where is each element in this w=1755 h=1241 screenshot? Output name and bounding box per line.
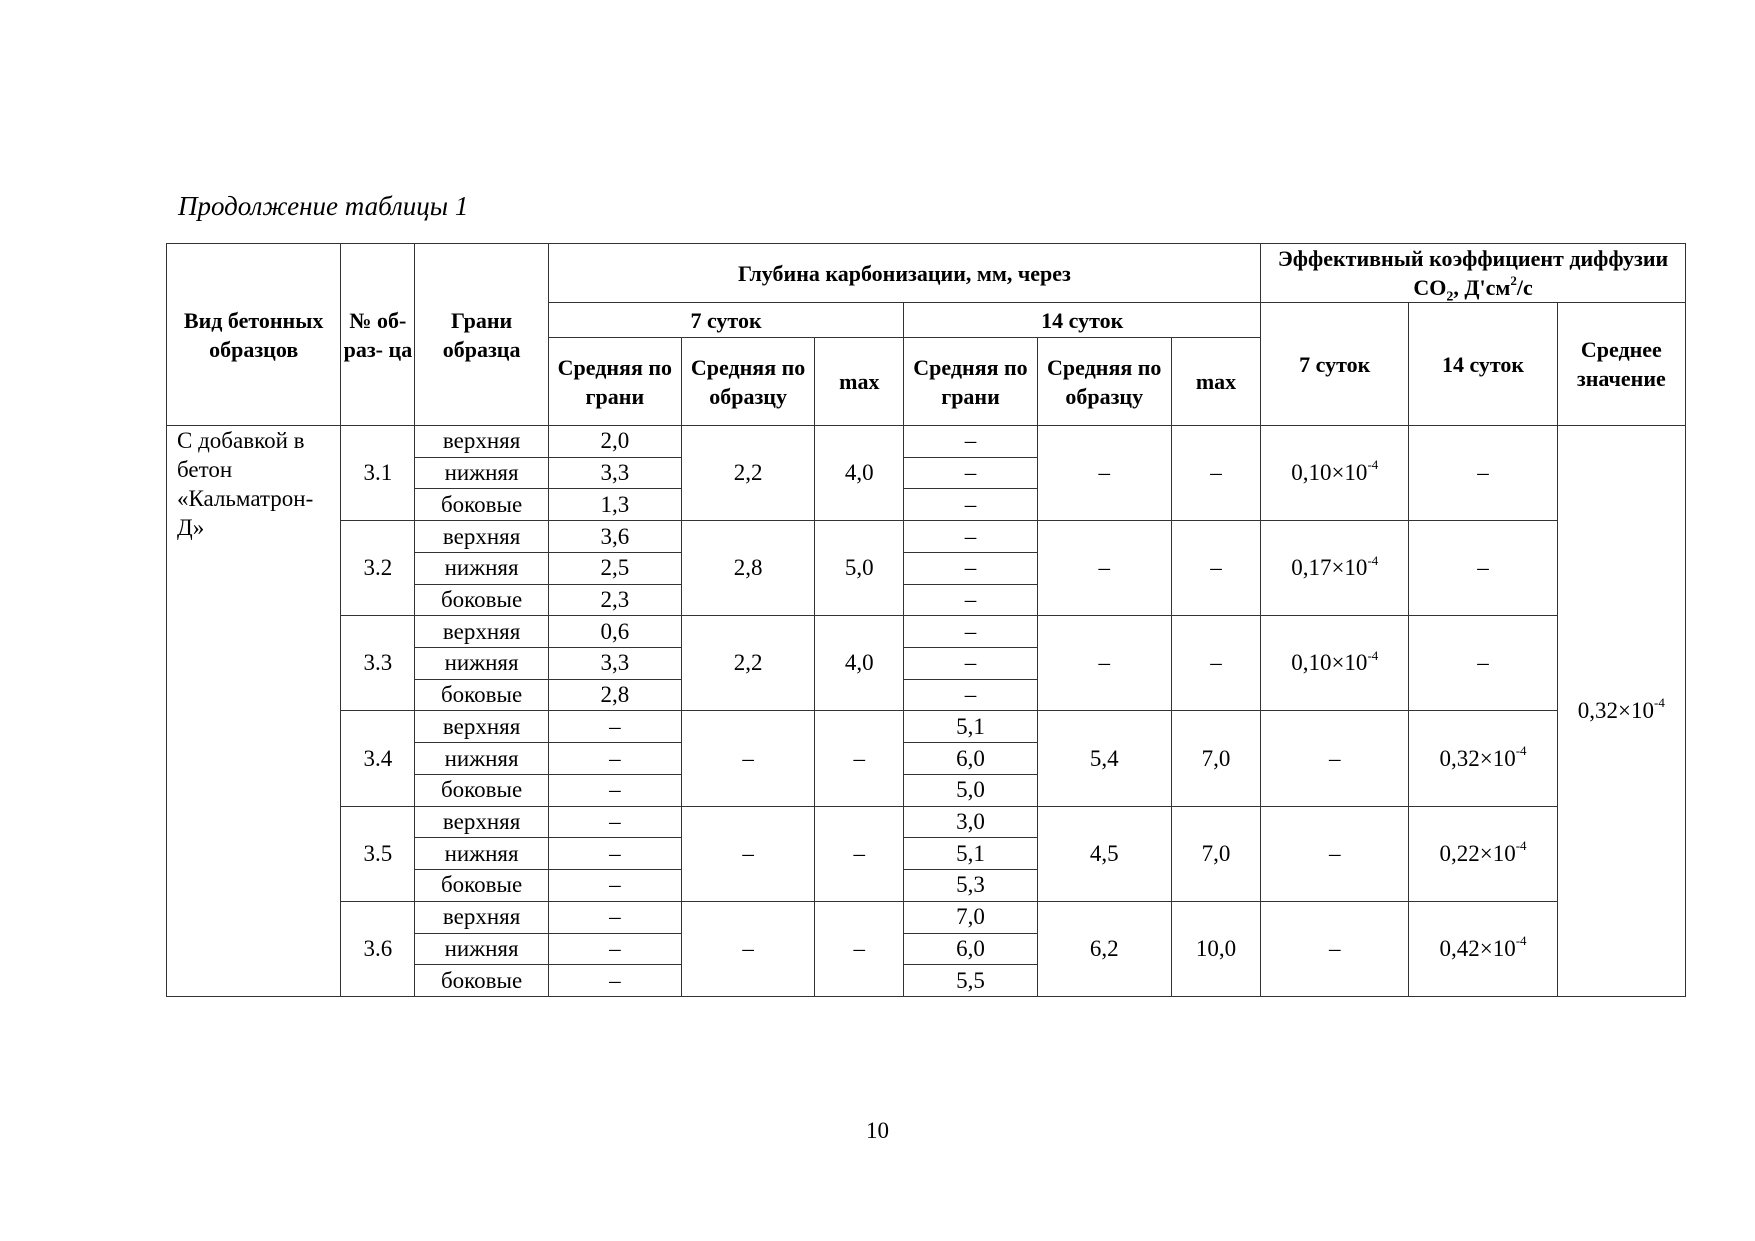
avg-face-14-value: – <box>904 616 1037 648</box>
face-name: нижняя <box>415 838 548 870</box>
coef-14-value-base: 0,42×10 <box>1439 935 1516 961</box>
face-name: нижняя <box>415 648 548 680</box>
table-row <box>167 521 1686 553</box>
carbonation-table <box>166 243 1686 997</box>
coef-14-value <box>1409 616 1557 711</box>
avg-face-7-value: 2,3 <box>548 584 681 616</box>
sample-number: 3.4 <box>341 711 415 806</box>
avg-sample-14-value: 5,4 <box>1037 711 1171 806</box>
coef-14-value <box>1409 711 1557 806</box>
table-row <box>167 901 1686 933</box>
header-avg-face-14: Средняя по грани <box>904 338 1037 426</box>
coef-7-value <box>1261 711 1409 806</box>
coef-14-value-base: – <box>1477 555 1489 581</box>
avg-sample-14-value: 4,5 <box>1037 806 1171 901</box>
table-row <box>167 711 1686 743</box>
max-7-value: 4,0 <box>815 616 904 711</box>
header-7-days: 7 суток <box>548 303 904 338</box>
coef-average-value-base: 0,32×10 <box>1577 698 1655 723</box>
face-name: боковые <box>415 584 548 616</box>
header-coef-average: Среднее значение <box>1557 303 1685 426</box>
coef-7-value <box>1261 426 1409 521</box>
face-name: боковые <box>415 679 548 711</box>
face-name: боковые <box>415 870 548 902</box>
coef-7-value-base: 0,10×10 <box>1291 460 1368 486</box>
face-name: нижняя <box>415 552 548 584</box>
avg-face-14-value: 6,0 <box>904 743 1037 775</box>
max-14-value: – <box>1171 521 1260 616</box>
avg-face-14-value: – <box>904 552 1037 584</box>
max-14-value: 7,0 <box>1171 806 1260 901</box>
face-name: нижняя <box>415 933 548 965</box>
face-name: верхняя <box>415 521 548 553</box>
max-7-value: 4,0 <box>815 426 904 521</box>
coef-7-value <box>1261 521 1409 616</box>
sample-number: 3.6 <box>341 901 415 996</box>
avg-face-14-value: – <box>904 489 1037 521</box>
max-14-value: – <box>1171 426 1260 521</box>
header-coef-7-days: 7 суток <box>1261 303 1409 426</box>
avg-face-7-value: – <box>548 838 681 870</box>
coef-14-value-base: 0,32×10 <box>1439 745 1516 771</box>
avg-face-14-value: 5,3 <box>904 870 1037 902</box>
avg-face-14-value: – <box>904 521 1037 553</box>
coef-7-value <box>1261 616 1409 711</box>
sample-number: 3.5 <box>341 806 415 901</box>
coef-14-value <box>1409 901 1557 996</box>
coef-average-value-exponent: -4 <box>1654 695 1665 711</box>
avg-face-14-value: 5,1 <box>904 711 1037 743</box>
avg-face-7-value: 3,6 <box>548 521 681 553</box>
max-7-value: – <box>815 806 904 901</box>
coef-7-value-exponent: -4 <box>1367 552 1379 568</box>
avg-face-14-value: – <box>904 648 1037 680</box>
avg-face-7-value: 2,8 <box>548 679 681 711</box>
face-name: верхняя <box>415 806 548 838</box>
max-7-value: – <box>815 901 904 996</box>
face-name: верхняя <box>415 616 548 648</box>
avg-face-14-value: 7,0 <box>904 901 1037 933</box>
header-sample-number: № об- раз- ца <box>341 244 415 426</box>
coef-header-prefix: Эффективный коэффициент диффузии CO <box>1277 246 1669 300</box>
page-number: 10 <box>866 1118 889 1143</box>
coef-7-value-base: – <box>1329 935 1341 961</box>
header-coefficient-group <box>1261 244 1686 303</box>
face-name: верхняя <box>415 711 548 743</box>
avg-sample-7-value: 2,8 <box>681 521 814 616</box>
avg-face-14-value: 6,0 <box>904 933 1037 965</box>
table-body <box>167 426 1686 997</box>
avg-face-7-value: – <box>548 901 681 933</box>
avg-face-14-value: – <box>904 457 1037 489</box>
avg-face-14-value: – <box>904 584 1037 616</box>
coef-7-value-base: – <box>1329 840 1341 866</box>
avg-face-7-value: – <box>548 806 681 838</box>
coef-7-value-base: 0,17×10 <box>1291 555 1368 581</box>
coef-header-mid: , Д'см <box>1453 275 1511 300</box>
coef-7-value <box>1261 901 1409 996</box>
max-14-value: 7,0 <box>1171 711 1260 806</box>
header-depth-group: Глубина карбонизации, мм, через <box>548 244 1260 303</box>
coef-14-value-base: – <box>1477 650 1489 676</box>
avg-face-14-value: – <box>904 426 1037 458</box>
header-avg-face-7: Средняя по грани <box>548 338 681 426</box>
coef-7-value <box>1261 806 1409 901</box>
avg-face-14-value: 3,0 <box>904 806 1037 838</box>
max-14-value: 10,0 <box>1171 901 1260 996</box>
face-name: боковые <box>415 965 548 997</box>
face-name: верхняя <box>415 426 548 458</box>
coef-14-value-exponent: -4 <box>1515 933 1527 949</box>
table-row <box>167 616 1686 648</box>
coef-header-sup: 2 <box>1510 272 1517 288</box>
header-14-days: 14 суток <box>904 303 1261 338</box>
table-row <box>167 426 1686 458</box>
sample-number: 3.3 <box>341 616 415 711</box>
coef-header-sub: 2 <box>1446 289 1454 305</box>
coef-7-value-base: 0,10×10 <box>1291 650 1368 676</box>
avg-face-7-value: 2,5 <box>548 552 681 584</box>
avg-face-7-value: 1,3 <box>548 489 681 521</box>
header-avg-sample-7: Средняя по образцу <box>681 338 814 426</box>
avg-sample-14-value: – <box>1037 616 1171 711</box>
avg-sample-7-value: 2,2 <box>681 426 814 521</box>
coef-14-value-exponent: -4 <box>1515 838 1527 854</box>
header-max-7: max <box>815 338 904 426</box>
sample-number: 3.2 <box>341 521 415 616</box>
avg-face-14-value: 5,5 <box>904 965 1037 997</box>
avg-sample-7-value: – <box>681 901 814 996</box>
coef-7-value-exponent: -4 <box>1367 647 1379 663</box>
avg-face-7-value: – <box>548 870 681 902</box>
coef-14-value <box>1409 806 1557 901</box>
table-row <box>167 806 1686 838</box>
coef-header-suffix: /с <box>1516 275 1533 300</box>
avg-sample-7-value: – <box>681 711 814 806</box>
avg-face-14-value: – <box>904 679 1037 711</box>
avg-face-7-value: 3,3 <box>548 648 681 680</box>
header-face: Грани образца <box>415 244 548 426</box>
avg-sample-7-value: 2,2 <box>681 616 814 711</box>
coef-14-value <box>1409 521 1557 616</box>
avg-sample-14-value: 6,2 <box>1037 901 1171 996</box>
header-coef-14-days: 14 суток <box>1409 303 1557 426</box>
avg-sample-14-value: – <box>1037 426 1171 521</box>
table-caption: Продолжение таблицы 1 <box>178 191 469 221</box>
max-14-value: – <box>1171 616 1260 711</box>
sample-number: 3.1 <box>341 426 415 521</box>
avg-sample-14-value: – <box>1037 521 1171 616</box>
avg-sample-7-value: – <box>681 806 814 901</box>
concrete-type: С добавкой в бетон «Кальматрон-Д» <box>167 426 341 997</box>
avg-face-7-value: – <box>548 743 681 775</box>
header-type: Вид бетонных образцов <box>167 244 341 426</box>
coef-14-value-exponent: -4 <box>1515 742 1527 758</box>
face-name: боковые <box>415 489 548 521</box>
max-7-value: 5,0 <box>815 521 904 616</box>
avg-face-7-value: – <box>548 711 681 743</box>
face-name: верхняя <box>415 901 548 933</box>
avg-face-7-value: – <box>548 774 681 806</box>
coef-7-value-exponent: -4 <box>1367 457 1379 473</box>
face-name: боковые <box>415 774 548 806</box>
header-avg-sample-14: Средняя по образцу <box>1037 338 1171 426</box>
coef-average-value <box>1557 426 1685 997</box>
avg-face-14-value: 5,0 <box>904 774 1037 806</box>
coef-14-value-base: 0,22×10 <box>1439 840 1516 866</box>
avg-face-7-value: 2,0 <box>548 426 681 458</box>
coef-14-value <box>1409 426 1557 521</box>
face-name: нижняя <box>415 457 548 489</box>
avg-face-7-value: – <box>548 965 681 997</box>
avg-face-7-value: 0,6 <box>548 616 681 648</box>
avg-face-14-value: 5,1 <box>904 838 1037 870</box>
avg-face-7-value: – <box>548 933 681 965</box>
avg-face-7-value: 3,3 <box>548 457 681 489</box>
coef-7-value-base: – <box>1329 745 1341 771</box>
header-max-14: max <box>1171 338 1260 426</box>
face-name: нижняя <box>415 743 548 775</box>
max-7-value: – <box>815 711 904 806</box>
coef-14-value-base: – <box>1477 460 1489 486</box>
